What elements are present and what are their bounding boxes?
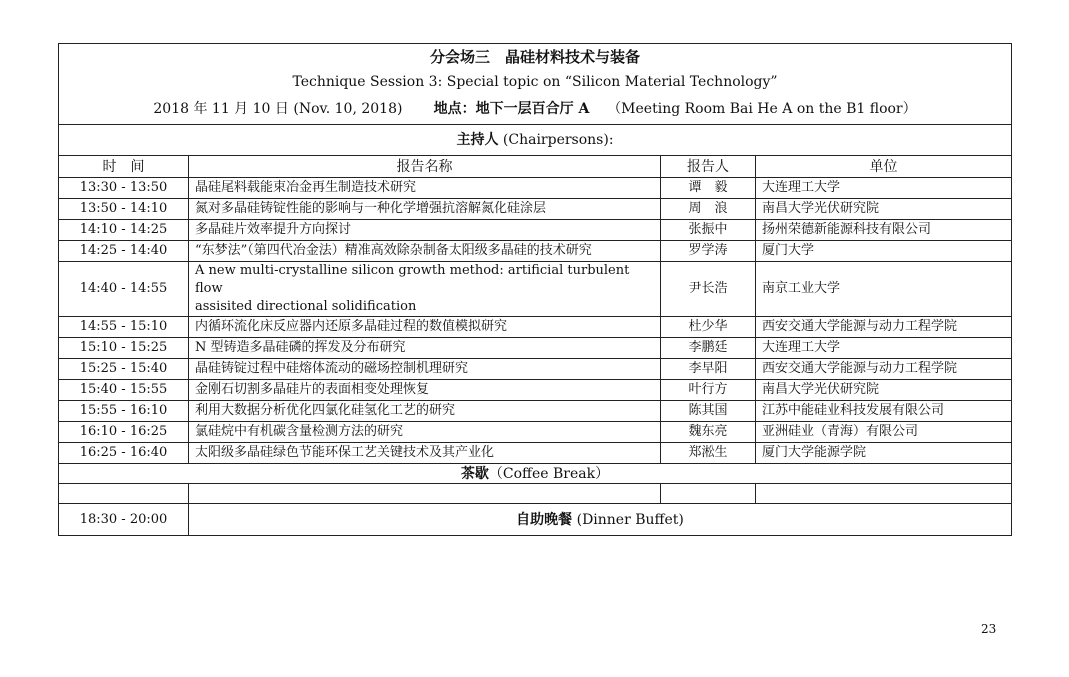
talk-time: 15:55 - 16:10 <box>59 401 189 422</box>
dinner-label-cn: 自助晚餐 <box>516 511 573 528</box>
talk-unit: 厦门大学 <box>756 241 1012 262</box>
talk-row <box>59 422 1012 443</box>
talk-unit: 大连理工大学 <box>756 178 1012 199</box>
empty-cell <box>661 484 756 504</box>
talk-title: 利用大数据分析优化四氯化硅氢化工艺的研究 <box>189 401 661 422</box>
column-header-row <box>59 156 1012 178</box>
talk-unit: 南昌大学光伏研究院 <box>756 199 1012 220</box>
empty-row <box>59 484 1012 504</box>
col-header-title: 报告名称 <box>189 156 661 178</box>
empty-cell <box>189 484 661 504</box>
talk-row <box>59 241 1012 262</box>
talk-speaker: 尹长浩 <box>661 262 756 317</box>
talk-time: 14:40 - 14:55 <box>59 262 189 317</box>
talk-speaker: 谭 毅 <box>661 178 756 199</box>
talk-title: 太阳级多晶硅绿色节能环保工艺关键技术及其产业化 <box>189 443 661 464</box>
chair-row <box>59 125 1012 156</box>
talk-unit: 扬州荣德新能源科技有限公司 <box>756 220 1012 241</box>
talk-title: 多晶硅片效率提升方向探讨 <box>189 220 661 241</box>
empty-cell <box>756 484 1012 504</box>
talk-unit: 南京工业大学 <box>756 262 1012 317</box>
talk-speaker: 魏东亮 <box>661 422 756 443</box>
talk-title: 氮对多晶硅铸锭性能的影响与一种化学增强抗溶解氮化硅涂层 <box>189 199 661 220</box>
session-dateline <box>59 94 1012 125</box>
talk-row <box>59 338 1012 359</box>
talk-time: 16:25 - 16:40 <box>59 443 189 464</box>
talk-row <box>59 199 1012 220</box>
col-header-unit: 单位 <box>756 156 1012 178</box>
coffee-break-label-en: （Coffee Break） <box>488 465 610 482</box>
talk-speaker: 郑淞生 <box>661 443 756 464</box>
talk-speaker: 周 浪 <box>661 199 756 220</box>
session-location-en: （Meeting Room Bai He A on the B1 floor） <box>607 101 917 117</box>
talk-time: 13:50 - 14:10 <box>59 199 189 220</box>
talk-row <box>59 178 1012 199</box>
talk-row <box>59 443 1012 464</box>
talk-title: N 型铸造多晶硅磷的挥发及分布研究 <box>189 338 661 359</box>
session-title-row <box>59 44 1012 71</box>
dinner-event-cell <box>189 504 1012 536</box>
talk-unit: 江苏中能硅业科技发展有限公司 <box>756 401 1012 422</box>
talk-unit: 西安交通大学能源与动力工程学院 <box>756 317 1012 338</box>
talk-row <box>59 262 1012 317</box>
dinner-row <box>59 504 1012 536</box>
page-number: 23 <box>981 622 997 636</box>
talk-time: 15:10 - 15:25 <box>59 338 189 359</box>
session-schedule-table <box>58 43 1012 536</box>
talk-row <box>59 317 1012 338</box>
talk-row <box>59 359 1012 380</box>
session-subtitle-row <box>59 70 1012 94</box>
talk-title: 晶硅铸锭过程中硅熔体流动的磁场控制机理研究 <box>189 359 661 380</box>
coffee-break-row <box>59 464 1012 484</box>
talk-time: 13:30 - 13:50 <box>59 178 189 199</box>
chairpersons-cell <box>59 125 1012 156</box>
talk-time: 14:55 - 15:10 <box>59 317 189 338</box>
talk-title: 氯硅烷中有机碳含量检测方法的研究 <box>189 422 661 443</box>
talk-title: 内循环流化床反应器内还原多晶硅过程的数值模拟研究 <box>189 317 661 338</box>
talk-speaker: 张振中 <box>661 220 756 241</box>
col-header-speaker: 报告人 <box>661 156 756 178</box>
talk-unit: 亚洲硅业（青海）有限公司 <box>756 422 1012 443</box>
talk-title: 金刚石切割多晶硅片的表面相变处理恢复 <box>189 380 661 401</box>
empty-cell <box>59 484 189 504</box>
talk-time: 15:40 - 15:55 <box>59 380 189 401</box>
talk-speaker: 杜少华 <box>661 317 756 338</box>
talk-row <box>59 401 1012 422</box>
talk-time: 16:10 - 16:25 <box>59 422 189 443</box>
talk-title-line-2: assisited directional solidification <box>195 299 417 314</box>
chair-label-en: (Chairpersons): <box>502 132 614 148</box>
talk-time: 15:25 - 15:40 <box>59 359 189 380</box>
session-title-cn: 分会场三 晶硅材料技术与装备 <box>59 44 1012 71</box>
talk-unit: 厦门大学能源学院 <box>756 443 1012 464</box>
session-date-en: (Nov. 10, 2018) <box>293 101 403 117</box>
talk-title: 晶硅尾料载能束冶金再生制造技术研究 <box>189 178 661 199</box>
talk-title-line-1: A new multi-crystalline silicon growth method: artificial turbulent flow <box>195 263 630 296</box>
talk-row <box>59 220 1012 241</box>
talk-speaker: 叶行方 <box>661 380 756 401</box>
talk-unit: 南昌大学光伏研究院 <box>756 380 1012 401</box>
col-header-time: 时 间 <box>59 156 189 178</box>
dinner-label-en: (Dinner Buffet) <box>576 511 684 528</box>
coffee-break-label-cn: 茶歇 <box>460 465 489 482</box>
coffee-break-cell <box>59 464 1012 484</box>
talk-speaker: 李早阳 <box>661 359 756 380</box>
talk-speaker: 陈其国 <box>661 401 756 422</box>
talk-speaker: 罗学涛 <box>661 241 756 262</box>
talk-speaker: 李鹏廷 <box>661 338 756 359</box>
session-location: 地点：地下一层百合厅 A <box>433 101 590 117</box>
talk-row <box>59 380 1012 401</box>
chair-label-cn: 主持人 <box>456 132 499 148</box>
talk-title: “东梦法”（第四代冶金法）精准高效除杂制备太阳级多晶硅的技术研究 <box>189 241 661 262</box>
talk-unit: 大连理工大学 <box>756 338 1012 359</box>
talk-time: 14:25 - 14:40 <box>59 241 189 262</box>
session-date-cn: 2018 年 11 月 10 日 <box>153 101 289 117</box>
dinner-time: 18:30 - 20:00 <box>59 504 189 536</box>
talk-title <box>189 262 661 317</box>
talk-unit: 西安交通大学能源与动力工程学院 <box>756 359 1012 380</box>
talk-time: 14:10 - 14:25 <box>59 220 189 241</box>
session-title-en: Technique Session 3: Special topic on “Silicon Material Technology” <box>59 70 1012 94</box>
session-date-row <box>59 94 1012 125</box>
